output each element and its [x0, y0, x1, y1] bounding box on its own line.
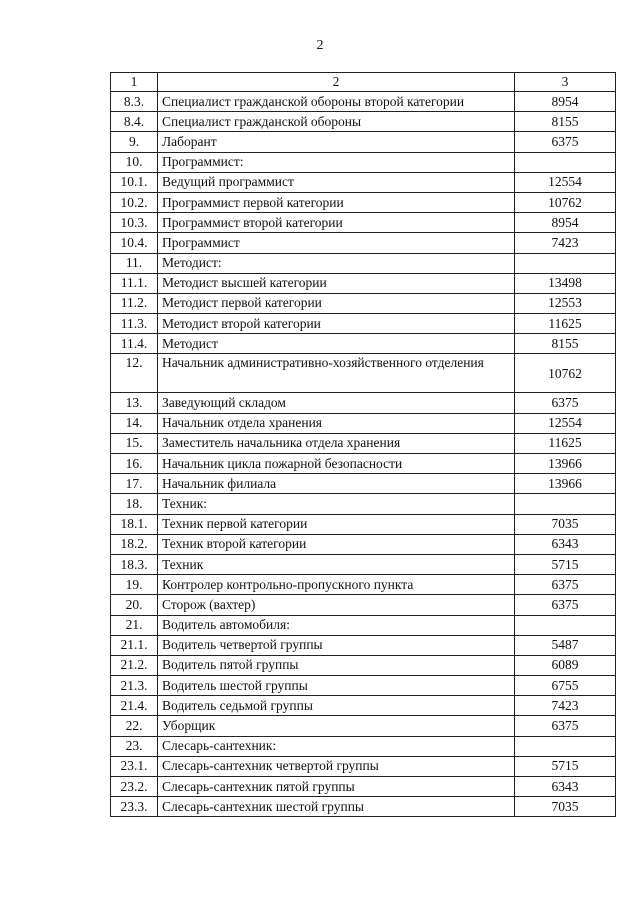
- row-name-cell: Техник первой категории: [158, 514, 515, 534]
- table-body: [111, 73, 616, 817]
- row-number-cell: 20.: [111, 595, 158, 615]
- row-name-cell: Начальник административно-хозяйственного отделения: [158, 354, 515, 393]
- row-name-cell: Методист:: [158, 253, 515, 273]
- row-name-cell: Программист второй категории: [158, 213, 515, 233]
- table-row: [111, 474, 616, 494]
- row-number-cell: 23.3.: [111, 797, 158, 817]
- row-value-cell: 8155: [515, 334, 616, 354]
- table-row: [111, 777, 616, 797]
- row-name-cell: Контролер контрольно-пропускного пункта: [158, 575, 515, 595]
- row-name-cell: Слесарь-сантехник:: [158, 736, 515, 756]
- row-name-cell: Программист:: [158, 152, 515, 172]
- row-value-cell: [515, 736, 616, 756]
- table-row: [111, 334, 616, 354]
- row-value-cell: 6375: [515, 393, 616, 413]
- row-name-cell: Водитель пятой группы: [158, 655, 515, 675]
- table-row: [111, 172, 616, 192]
- table-row: [111, 233, 616, 253]
- row-value-cell: 7423: [515, 233, 616, 253]
- row-name-cell: Техник второй категории: [158, 534, 515, 554]
- row-name-cell: Специалист гражданской обороны второй категории: [158, 92, 515, 112]
- row-value-cell: 6375: [515, 132, 616, 152]
- table-row: [111, 494, 616, 514]
- row-number-cell: 14.: [111, 413, 158, 433]
- row-value-cell: [515, 615, 616, 635]
- row-number-cell: 11.2.: [111, 293, 158, 313]
- row-number-cell: 21.: [111, 615, 158, 635]
- table-row: [111, 293, 616, 313]
- table-row: [111, 716, 616, 736]
- row-value-cell: 6343: [515, 534, 616, 554]
- row-number-cell: 22.: [111, 716, 158, 736]
- row-value-cell: 8954: [515, 92, 616, 112]
- table-row: [111, 213, 616, 233]
- table-row: [111, 393, 616, 413]
- row-number-cell: 16.: [111, 454, 158, 474]
- table-row: [111, 797, 616, 817]
- row-name-cell: Водитель четвертой группы: [158, 635, 515, 655]
- table-row: [111, 112, 616, 132]
- row-name-cell: Слесарь-сантехник пятой группы: [158, 777, 515, 797]
- table-row: [111, 534, 616, 554]
- row-name-cell: Программист: [158, 233, 515, 253]
- row-value-cell: [515, 152, 616, 172]
- row-number-cell: 13.: [111, 393, 158, 413]
- row-value-cell: 13966: [515, 474, 616, 494]
- row-number-cell: 10.1.: [111, 172, 158, 192]
- row-number-cell: 18.2.: [111, 534, 158, 554]
- row-name-cell: Водитель шестой группы: [158, 676, 515, 696]
- row-value-cell: 6755: [515, 676, 616, 696]
- table-row: [111, 413, 616, 433]
- header-col-2: 2: [158, 73, 515, 92]
- row-name-cell: Методист высшей категории: [158, 273, 515, 293]
- row-number-cell: 11.3.: [111, 314, 158, 334]
- table-row: [111, 575, 616, 595]
- row-name-cell: Ведущий программист: [158, 172, 515, 192]
- row-value-cell: 13966: [515, 454, 616, 474]
- row-name-cell: Техник:: [158, 494, 515, 514]
- row-name-cell: Заведующий складом: [158, 393, 515, 413]
- table-row: [111, 736, 616, 756]
- row-number-cell: 21.4.: [111, 696, 158, 716]
- row-number-cell: 18.1.: [111, 514, 158, 534]
- row-number-cell: 10.: [111, 152, 158, 172]
- row-name-cell: Методист второй категории: [158, 314, 515, 334]
- row-value-cell: 11625: [515, 433, 616, 453]
- table-row: [111, 92, 616, 112]
- row-value-cell: 6375: [515, 595, 616, 615]
- table-row: [111, 635, 616, 655]
- table-row: [111, 696, 616, 716]
- table-row: [111, 132, 616, 152]
- row-name-cell: Уборщик: [158, 716, 515, 736]
- table-row: [111, 314, 616, 334]
- row-name-cell: Методист первой категории: [158, 293, 515, 313]
- table-row: [111, 192, 616, 212]
- row-name-cell: Методист: [158, 334, 515, 354]
- row-value-cell: 12553: [515, 293, 616, 313]
- row-value-cell: 10762: [515, 192, 616, 212]
- salary-table: [110, 72, 616, 817]
- table-row: [111, 273, 616, 293]
- row-number-cell: 10.3.: [111, 213, 158, 233]
- table-row: [111, 595, 616, 615]
- row-value-cell: 5715: [515, 756, 616, 776]
- row-number-cell: 9.: [111, 132, 158, 152]
- row-name-cell: Техник: [158, 554, 515, 574]
- row-value-cell: 5487: [515, 635, 616, 655]
- row-value-cell: 8954: [515, 213, 616, 233]
- row-number-cell: 12.: [111, 354, 158, 393]
- table-row: [111, 756, 616, 776]
- row-number-cell: 15.: [111, 433, 158, 453]
- row-value-cell: 6375: [515, 575, 616, 595]
- row-value-cell: 12554: [515, 413, 616, 433]
- table-row: [111, 454, 616, 474]
- row-value-cell: 5715: [515, 554, 616, 574]
- row-value-cell: 13498: [515, 273, 616, 293]
- row-number-cell: 17.: [111, 474, 158, 494]
- row-value-cell: 8155: [515, 112, 616, 132]
- row-name-cell: Слесарь-сантехник четвертой группы: [158, 756, 515, 776]
- row-number-cell: 23.1.: [111, 756, 158, 776]
- table-row: [111, 433, 616, 453]
- row-value-cell: [515, 253, 616, 273]
- row-number-cell: 21.1.: [111, 635, 158, 655]
- header-col-3: 3: [515, 73, 616, 92]
- row-name-cell: Водитель автомобиля:: [158, 615, 515, 635]
- row-number-cell: 11.4.: [111, 334, 158, 354]
- row-name-cell: Начальник цикла пожарной безопасности: [158, 454, 515, 474]
- row-name-cell: Лаборант: [158, 132, 515, 152]
- row-name-cell: Слесарь-сантехник шестой группы: [158, 797, 515, 817]
- row-number-cell: 23.: [111, 736, 158, 756]
- header-col-1: 1: [111, 73, 158, 92]
- row-number-cell: 21.3.: [111, 676, 158, 696]
- table-row: [111, 615, 616, 635]
- table-row: [111, 655, 616, 675]
- row-value-cell: [515, 494, 616, 514]
- row-number-cell: 10.2.: [111, 192, 158, 212]
- row-value-cell: 7423: [515, 696, 616, 716]
- row-number-cell: 21.2.: [111, 655, 158, 675]
- row-name-cell: Начальник филиала: [158, 474, 515, 494]
- row-number-cell: 11.1.: [111, 273, 158, 293]
- row-number-cell: 19.: [111, 575, 158, 595]
- row-value-cell: 7035: [515, 514, 616, 534]
- page-number: 2: [316, 38, 324, 53]
- row-number-cell: 18.3.: [111, 554, 158, 574]
- table-row: [111, 152, 616, 172]
- row-value-cell: 6375: [515, 716, 616, 736]
- row-value-cell: 7035: [515, 797, 616, 817]
- row-value-cell: 6089: [515, 655, 616, 675]
- row-value-cell: 10762: [515, 354, 616, 393]
- row-value-cell: 6343: [515, 777, 616, 797]
- row-name-cell: Программист первой категории: [158, 192, 515, 212]
- row-name-cell: Сторож (вахтер): [158, 595, 515, 615]
- row-number-cell: 11.: [111, 253, 158, 273]
- row-number-cell: 18.: [111, 494, 158, 514]
- row-number-cell: 10.4.: [111, 233, 158, 253]
- row-name-cell: Специалист гражданской обороны: [158, 112, 515, 132]
- row-value-cell: 12554: [515, 172, 616, 192]
- row-number-cell: 23.2.: [111, 777, 158, 797]
- row-name-cell: Водитель седьмой группы: [158, 696, 515, 716]
- row-name-cell: Заместитель начальника отдела хранения: [158, 433, 515, 453]
- row-number-cell: 8.4.: [111, 112, 158, 132]
- table-row: [111, 554, 616, 574]
- row-value-cell: 11625: [515, 314, 616, 334]
- table-row: [111, 354, 616, 393]
- row-number-cell: 8.3.: [111, 92, 158, 112]
- table-header-row: [111, 73, 616, 92]
- table-row: [111, 253, 616, 273]
- table-row: [111, 676, 616, 696]
- row-name-cell: Начальник отдела хранения: [158, 413, 515, 433]
- table-row: [111, 514, 616, 534]
